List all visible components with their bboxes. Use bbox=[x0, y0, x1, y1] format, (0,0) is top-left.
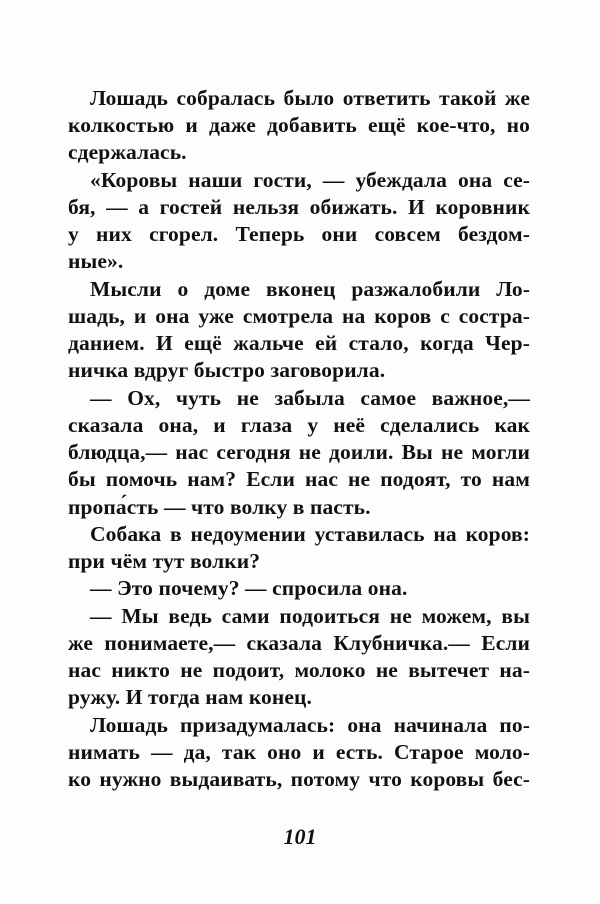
text-line: колкостью и даже добавить ещё кое-что, но bbox=[68, 113, 530, 137]
text-line: при чём тут волки? bbox=[68, 549, 261, 573]
page-number: 101 bbox=[283, 824, 317, 849]
text-line: Лошадь призадумалась: она начинала по- bbox=[90, 713, 530, 737]
text-line: данием. И ещё жальче ей стало, когда Чер- bbox=[68, 331, 530, 355]
text-line: Лошадь собралась было ответить такой же bbox=[90, 86, 530, 110]
text-line: же понимаете,— сказала Клубничка.— Если bbox=[68, 631, 530, 655]
text-line: ные». bbox=[68, 249, 124, 273]
text-line: сдержалась. bbox=[68, 140, 187, 164]
text-line: бы помочь нам? Если нас не подоят, то нам bbox=[68, 467, 530, 491]
text-line: у них сгорел. Теперь они совсем бездом- bbox=[68, 222, 530, 246]
text-line: ничка вдруг быстро заговорила. bbox=[68, 358, 386, 382]
text-line: ко нужно выдаивать, потому что коровы бес- bbox=[68, 767, 530, 791]
text-line: нас никто не подоит, молоко не вытечет на- bbox=[68, 658, 530, 682]
text-line: — Мы ведь сами подоиться не можем, вы bbox=[90, 604, 530, 628]
text-line: блюдца,— нас сегодня не доили. Вы не могли bbox=[68, 440, 530, 464]
text-line: ружу. И тогда нам конец. bbox=[68, 685, 313, 709]
text-line: Мысли о доме вконец разжалобили Ло- bbox=[90, 277, 530, 301]
text-line: — Это почему? — спросила она. bbox=[90, 576, 408, 600]
text-line: нимать — да, так оно и есть. Старое моло- bbox=[68, 740, 530, 764]
text-line: — Ох, чуть не забыла самое важное,— bbox=[90, 386, 530, 410]
text-line: сказала она, и глаза у неё сделались как bbox=[68, 413, 530, 437]
text-line: «Коровы наши гости, — убеждала она се- bbox=[90, 168, 530, 192]
text-line: бя, — а гостей нельзя обижать. И коровник bbox=[68, 195, 530, 219]
text-line: пропа́сть — что волку в пасть. bbox=[68, 495, 371, 519]
text-line: Собака в недоумении уставилась на коров: bbox=[90, 522, 530, 546]
text-line: шадь, и она уже смотрела на коров с состра- bbox=[68, 304, 530, 328]
